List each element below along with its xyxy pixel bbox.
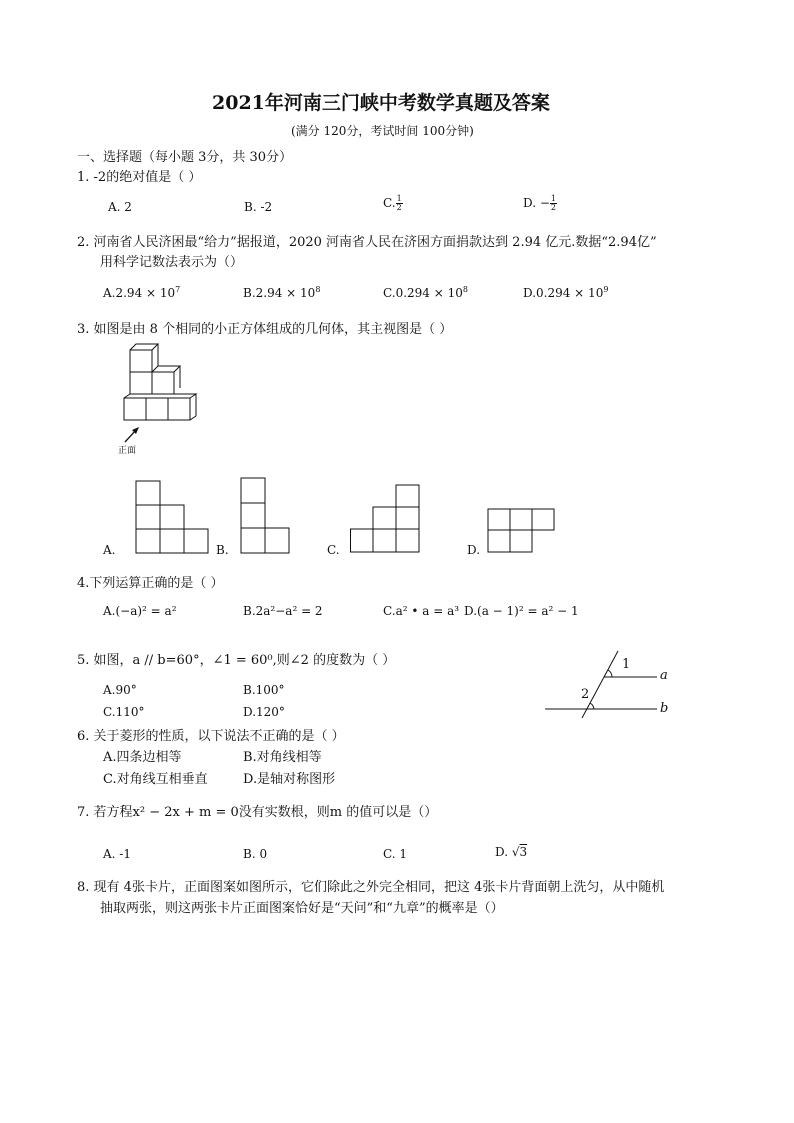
q3-option-c-figure — [350, 484, 422, 554]
page-title: 2021年河南三门峡中考数学真题及答案 — [212, 92, 550, 114]
q2-option-c: $C.0.294 \times 10^8$ — [383, 285, 468, 300]
front-arrow-icon — [122, 426, 142, 444]
q1-option-d: D. − $\frac{1}{2}$ — [523, 194, 556, 212]
q7-option-d: D. √3 — [495, 845, 528, 859]
q7-option-c: C. 1 — [383, 847, 408, 861]
q3-option-c: C. — [327, 543, 340, 557]
q1-option-a: A. 2 — [108, 200, 132, 214]
q1-option-c: C. $\frac{1}{2}$ — [383, 194, 402, 212]
q7-option-a: A. -1 — [103, 847, 131, 861]
q5-parallel-lines-figure — [542, 648, 672, 720]
q5-fig-label-2: 2 — [581, 687, 590, 702]
q4-option-c: C.a² • a = a³ — [383, 604, 460, 618]
q4-option-d: D.(a − 1)² = a² − 1 — [464, 604, 579, 618]
q3-option-a-figure — [135, 480, 211, 554]
q3-solid-figure — [118, 340, 208, 430]
q3-stem: 3. 如图是由 8 个相同的小正方体组成的几何体，其主视图是（ ） — [77, 322, 453, 337]
q8-stem-line2: 抽取两张，则这两张卡片正面图案恰好是“天问”和“九章”的概率是（） — [100, 901, 504, 916]
q5-fig-label-b: b — [660, 701, 669, 716]
q4-option-b: B.2a²−a² = 2 — [243, 604, 323, 618]
q5-option-a: A.90° — [103, 683, 137, 697]
q4-stem: 4.下列运算正确的是（ ） — [77, 576, 224, 591]
q5-option-c: C.110° — [103, 705, 145, 719]
subtitle: (满分 120分，考试时间 100分钟) — [291, 124, 474, 138]
q5-option-b: B.100° — [243, 683, 285, 697]
q6-option-c: C.对角线互相垂直 — [103, 772, 208, 787]
q2-stem-line1: 2. 河南省人民济困最“给力”据报道，2020 河南省人民在济困方面捐款达到 2.94 亿元.数据“2.94亿” — [77, 235, 657, 250]
q2-stem-line2: 用科学记数法表示为（） — [100, 255, 244, 270]
q3-option-d-figure — [487, 508, 559, 554]
q3-option-a: A. — [103, 543, 116, 557]
q3-option-b-figure — [240, 477, 292, 554]
q5-fig-label-a: a — [660, 668, 668, 683]
q2-option-b: $B.2.94 \times 10^8$ — [243, 285, 321, 300]
q5-stem: 5. 如图，a // b=60°，∠1 = 60⁰,则∠2 的度数为（ ） — [77, 653, 396, 668]
q7-stem: 7. 若方程x² − 2x + m = 0没有实数根，则m 的值可以是（） — [77, 805, 438, 820]
q1-option-b: B. -2 — [244, 200, 273, 214]
q4-option-a: A.(−a)² = a² — [103, 604, 177, 618]
q6-option-a: A.四条边相等 — [103, 750, 182, 765]
q7-option-b: B. 0 — [243, 847, 268, 861]
q2-option-a: $A.2.94 \times 10^7$ — [103, 285, 181, 300]
q6-stem: 6. 关于菱形的性质，以下说法不正确的是（ ） — [77, 729, 345, 744]
section-heading: 一、选择题（每小题 3分，共 30分） — [77, 150, 293, 165]
q1-stem: 1. -2的绝对值是（ ） — [77, 170, 202, 185]
front-label: 正面 — [118, 446, 137, 456]
q2-option-d: $D.0.294 \times 10^9$ — [523, 285, 609, 300]
q6-option-b: B.对角线相等 — [243, 750, 322, 765]
q5-option-d: D.120° — [243, 705, 285, 719]
q3-option-d: D. — [467, 543, 481, 557]
q6-option-d: D.是轴对称图形 — [243, 772, 336, 787]
q3-option-b: B. — [216, 543, 229, 557]
q5-fig-label-1: 1 — [622, 657, 631, 672]
q8-stem-line1: 8. 现有 4张卡片，正面图案如图所示，它们除此之外完全相同，把这 4张卡片背面朝上洗匀，从中随机 — [77, 880, 665, 895]
